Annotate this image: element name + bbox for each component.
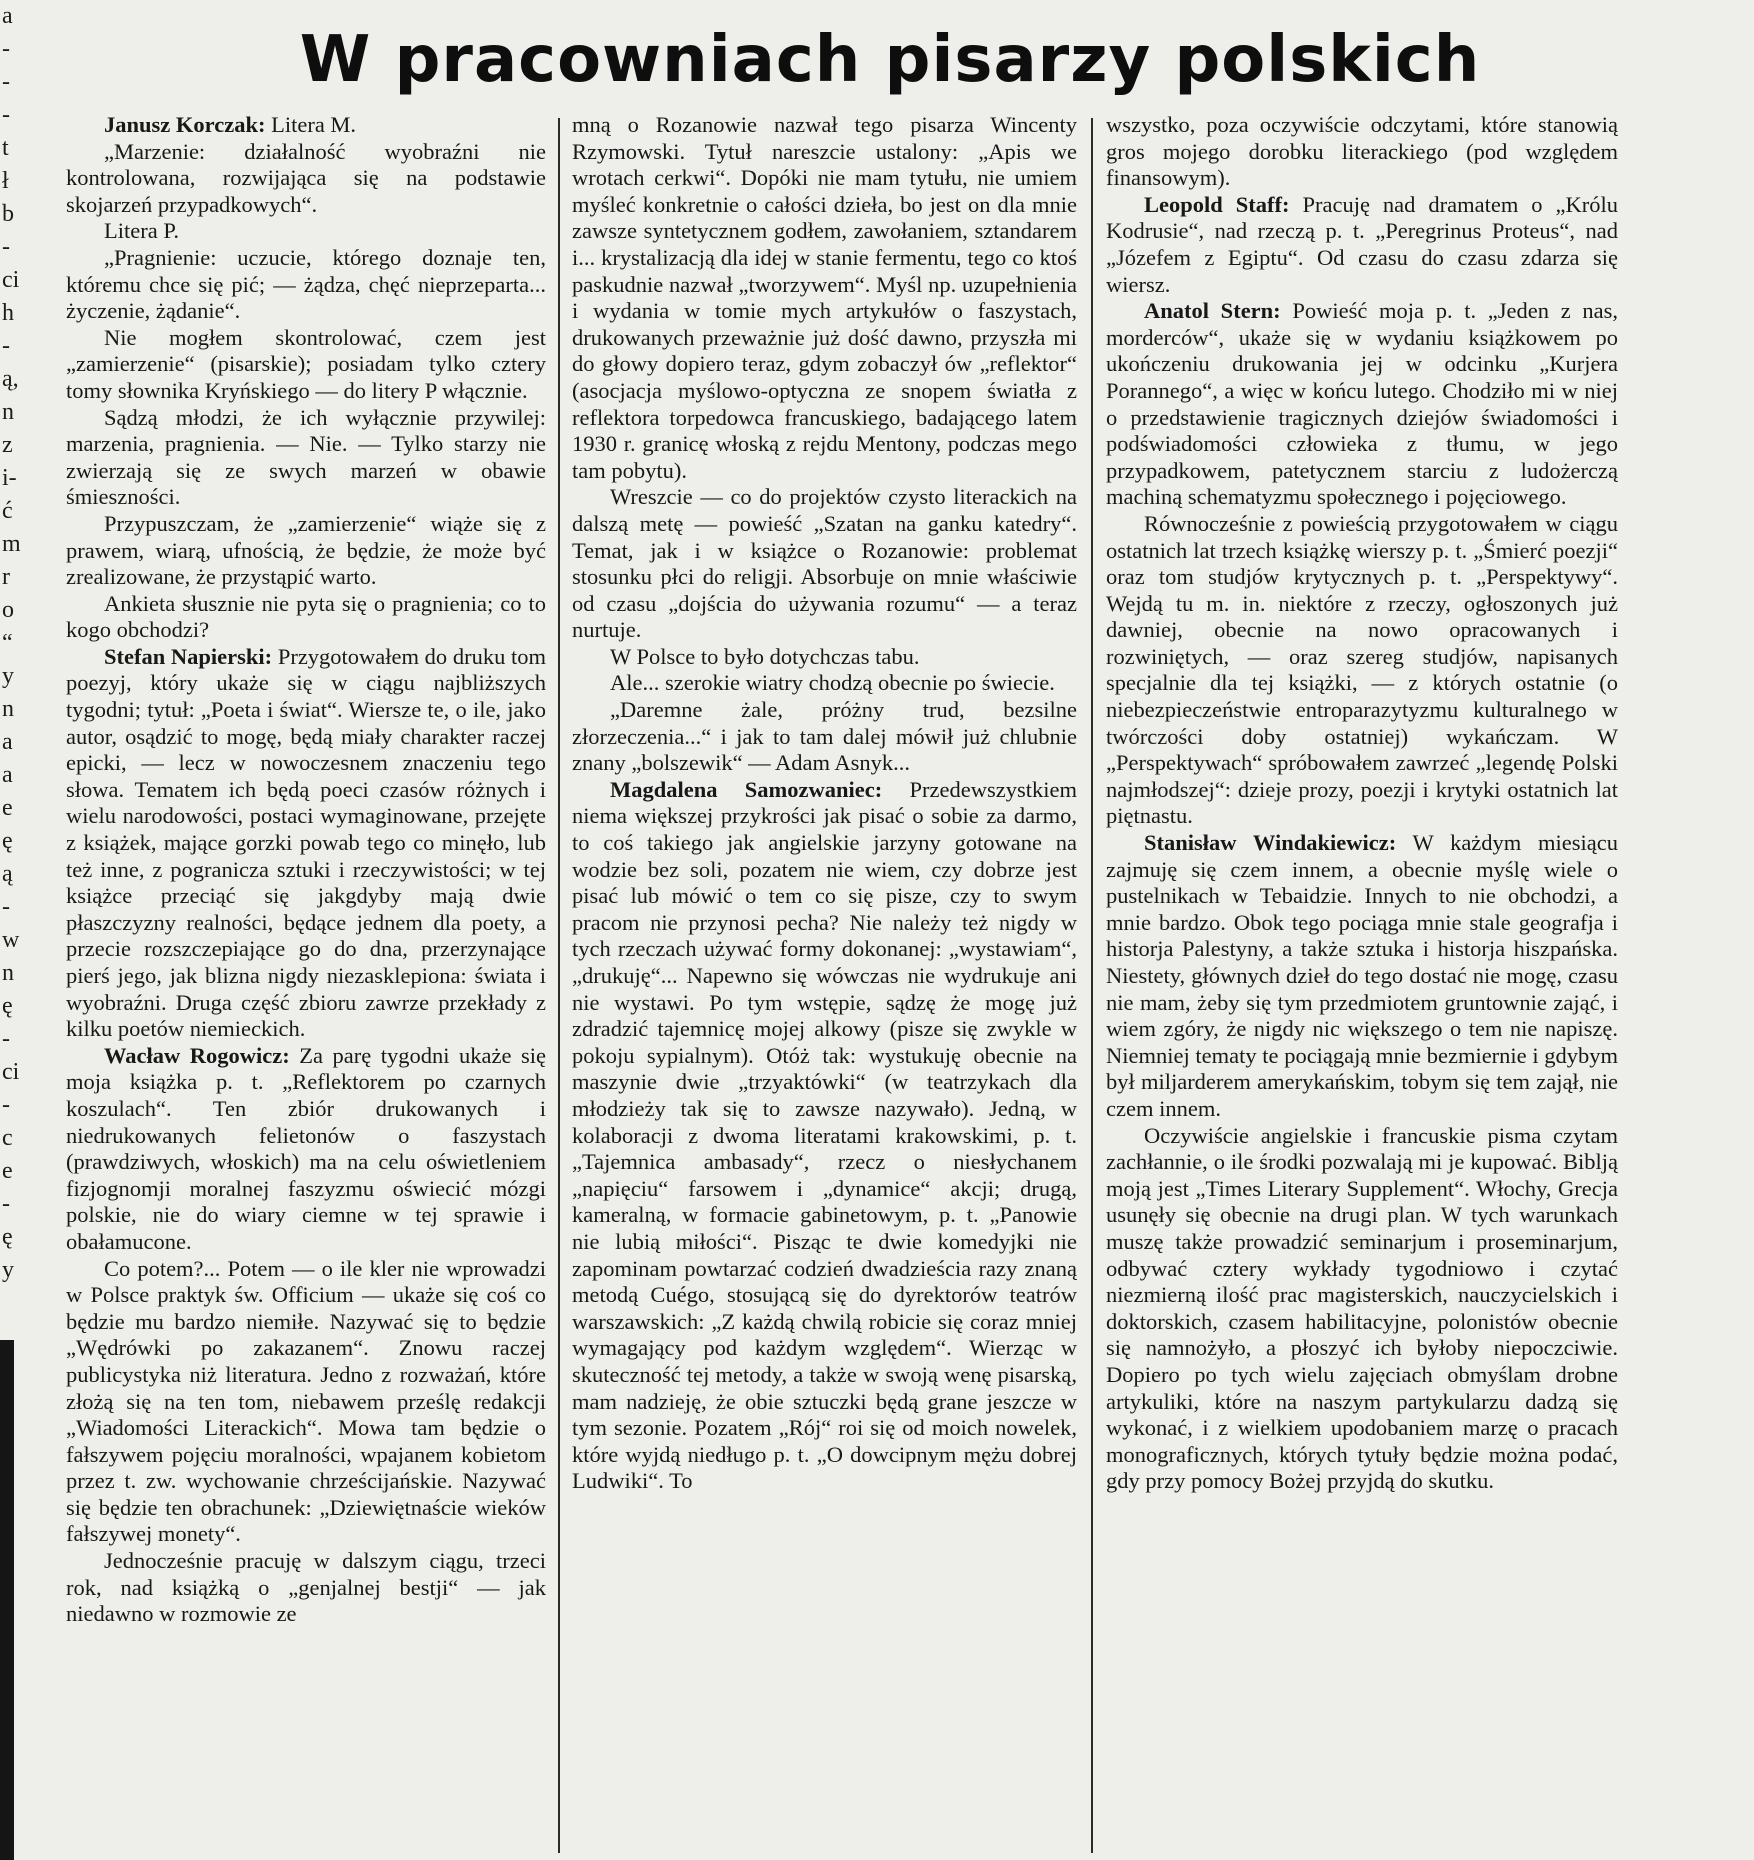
paragraph: [1106, 112, 1618, 192]
paragraph: [66, 218, 546, 245]
author-entry: [66, 112, 546, 139]
margin-letter: ł: [2, 168, 9, 194]
paragraph-text: „Pragnienie: uczucie, którego doznaje ten, któremu chce się pić; — żądza, chęć nieprzeparta... życzenie, żądanie“.: [66, 244, 546, 324]
margin-letter: t: [2, 135, 9, 161]
paragraph-text: Ankieta słusznie nie pyta się o pragnienia; co to kogo obchodzi?: [66, 590, 546, 643]
author-entry: [1106, 298, 1618, 511]
margin-letter: e: [2, 1158, 13, 1184]
margin-letter: -: [2, 894, 10, 920]
author-entry: [1106, 192, 1618, 298]
paragraph: [66, 139, 546, 219]
margin-letter: -: [2, 36, 10, 62]
margin-letter: ć: [2, 498, 13, 524]
margin-letter: -: [2, 1026, 10, 1052]
margin-letter: n: [2, 696, 14, 722]
margin-letter: ci: [2, 1059, 20, 1085]
margin-letter: -: [2, 102, 10, 128]
column-divider: [558, 118, 560, 1853]
margin-letter: -: [2, 69, 10, 95]
margin-letter: a: [2, 3, 13, 29]
margin-letter: z: [2, 432, 13, 458]
paragraph: [66, 511, 546, 591]
paragraph: [572, 112, 1077, 484]
author-name: Anatol Stern:: [1144, 298, 1281, 324]
paragraph-text: Pracuję nad dramatem o „Królu Kodrusie“, nad rzeczą p. t. „Peregrinus Proteus“, nad „Józefem z Egiptu“. Od czasu do czasu zdarza się wiersz.: [1106, 191, 1618, 297]
margin-letter: y: [2, 663, 14, 689]
margin-letter: e: [2, 795, 13, 821]
article-column-1: [66, 112, 546, 1857]
paragraph-text: Przedewszystkiem niema większej przykrości jak pisać o sobie za darmo, to coś takiego jak angielskie jarzyny gotowane na wodzie bez soli, pozatem nie wiem, czy dobrze jest pisać lub mówić o tem co się pisze, czy to swym pracom nie przynosi pecha? Nie należy też nigdy w tych rzeczach używać formy dokonanej: „wystawiam“, „drukuję“... Napewno się wówczas nie wydrukuje ani nie wystawi. Po tym wstępie, sądzę że mogę już zdradzić tajemnicę mojej alkowy (pisze się zwykle w pokoju sypialnym). Otóż tak: wystukuję obecnie na maszynie dwie „trzyaktówki“ (w teatrzykach dla młodzieży tak się to zawsze nazywało). Jedną, w kolaboracji z dwoma literatami krakowskimi, p. t. „Tajemnica ambasady“, rzecz o niesłychanem „napięciu“ farsowem i „dynamice“ akcji; drugą, kameralną, w formacie gabinetowym, p. t. „Panowie nie lubią miłości“. Pisząc te dwie komedyjki nie zapominam powtarzać codzień dwadzieścia razy znaną metodą Cuégo, stosującą się do dyrektorów teatrów warszawskich: „Z każdą chwilą robicie się coraz mniej wymagający pod każdym względem“. Wierząc w skuteczność tej metody, a także w swoją wenę pisarską, mam nadzieję, że obie sztuczki będą grane jeszcze w tym sezonie. Pozatem „Rój“ roi się od moich nowelek, które wyjdą niedługo p. t. „O dowcipnym mężu dobrej Ludwiki“. To: [572, 776, 1077, 1494]
author-name: Magdalena Samozwaniec:: [610, 776, 883, 802]
margin-letter: i-: [2, 465, 17, 491]
paragraph-text: mną o Rozanowie nazwał tego pisarza Wincenty Rzymowski. Tytuł nareszcie ustalony: „Apis we wrotach cerkwi“. Dopóki nie mam tytułu, nie umiem myśleć konkretnie o całości dzieła, bo jest on dla mnie zawsze syntetycznem godłem, zawołaniem, sztandarem i... krystalizacją dla idej w stanie fermentu, tego co ktoś paskudnie nazwał „tworzywem“. Myśl np. uzupełnienia i wydania w tomie mych artykułów o faszystach, drukowanych przeważnie już dość dawno, przyszła mi do głowy dopiero teraz, gdym zobaczył ów „reflektor“ (asocjacja myślowo-optyczna ze snopem światła z reflektora torpedowca francuskiego, badającego latem 1930 r. granicę włoską z rejdu Mentony, podczas mego tam pobytu).: [572, 112, 1077, 483]
margin-letter: m: [2, 531, 21, 557]
author-entry: [66, 644, 546, 1043]
paragraph: [66, 1548, 546, 1628]
paragraph-text: Litera M.: [265, 112, 357, 137]
margin-letter: c: [2, 1125, 13, 1151]
paragraph: [572, 697, 1077, 777]
author-name: Stanisław Windakiewicz:: [1144, 830, 1397, 856]
paragraph: [66, 591, 546, 644]
margin-letter: ci: [2, 267, 20, 293]
margin-letter: ą: [2, 861, 13, 887]
paragraph-text: wszystko, poza oczywiście odczytami, które stanowią gros mojego dorobku literackiego (pod względem finansowym).: [1106, 112, 1618, 191]
margin-letter: -: [2, 234, 10, 260]
paragraph-text: Równocześnie z powieścią przygotowałem w ciągu ostatnich lat trzech książkę wierszy p. t. „Śmierć poezji“ oraz tom studjów krytycznych p. t. „Perspektywy“. Wejdą tu m. in. niektóre z rzeczy, ogłoszonych już dawniej, obecnie na nowo opracowanych i rozwiniętych, — oraz szereg studjów, napisanych specjalnie dla tej książki, — z których ostatnie (o niebezpieczeństwie entroparazytyzmu kulturalnego w twórczości doby ostatniej) wykańczam. W „Perspektywach“ spróbowałem zawrzeć „legendę Polski najmłodszej“: dzieje prozy, poezji i krytyki ostatnich lat piętnastu.: [1106, 510, 1618, 829]
margin-letter: -: [2, 333, 10, 359]
margin-letter: h: [2, 300, 14, 326]
paragraph-text: Jednocześnie pracuję w dalszym ciągu, trzeci rok, nad książką o „genjalnej bestji“ — jak niedawno w rozmowie ze: [66, 1548, 546, 1627]
margin-letter: -: [2, 1191, 10, 1217]
margin-letter: w: [2, 927, 20, 953]
paragraph-text: „Daremne żale, próżny trud, bezsilne złorzeczenia...“ i jak to tam dalej mówił już chlubnie znany „bolszewik“ — Adam Asnyk...: [572, 697, 1077, 776]
margin-letter: a: [2, 729, 13, 755]
paragraph-text: Litera P.: [104, 218, 179, 244]
paragraph-text: Ale... szerokie wiatry chodzą obecnie po świecie.: [610, 670, 1055, 696]
paragraph-text: W Polsce to było dotychczas tabu.: [610, 643, 920, 669]
margin-letter: a: [2, 762, 13, 788]
margin-letter: y: [2, 1257, 14, 1283]
author-name: Janusz Korczak:: [104, 112, 266, 137]
margin-letter: ę: [2, 828, 13, 854]
author-name: Wacław Rogowicz:: [104, 1042, 290, 1068]
margin-letter: b: [2, 201, 14, 227]
margin-letter: ę: [2, 1224, 13, 1250]
left-margin-dark-strip: [0, 1340, 14, 1860]
paragraph-text: Oczywiście angielskie i francuskie pisma czytam zachłannie, o ile środki pozwalają mi je kupować. Biblją moją jest „Times Literary Supplement“. Włochy, Grecja usunęły się obecnie na drugi plan. W tych warunkach muszę także prowadzić seminarjum i proseminarjum, odbywać cztery wykłady tygodniowo i czytać niezmierną ilość prac magisterskich, nauczycielskich i doktorskich, czasem habilitacyjne, polonistów obecnie się namnożyło, a płoszyć ich byłoby niepoczciwie. Dopiero po tych wielu zajęciach obmyślam drobne artykuliki, które na naszym partykularzu dadzą się wykonać, i z wielkiem upodobaniem marzę o pracach monograficznych, których tytuły będzie można podać, gdy przy pomocy Bożej przyjdą do skutku.: [1106, 1122, 1618, 1494]
margin-letter: ą,: [2, 366, 19, 392]
margin-letter: “: [2, 630, 13, 656]
paragraph: [572, 670, 1077, 697]
paragraph-text: Sądzą młodzi, że ich wyłącznie przywilej: marzenia, pragnienia. — Nie. — Tylko starzy nie zwierzają się ze swych marzeń w obawie śmieszności.: [66, 404, 546, 510]
paragraph-text: Co potem?... Potem — o ile kler nie wprowadzi w Polsce praktyk św. Officium — ukaże się coś co będzie mu bardzo niemiłe. Nazywać się to będzie „Wędrówki po zakazanem“. Znowu raczej publicystyka niż literatura. Jedno z rozważań, które złożą się na ten tom, niebawem prześlę redakcji „Wiadomości Literackich“. Mowa tam będzie o fałszywem pojęciu moralności, wpajanem kobietom przez t. zw. wychowanie chrześcijańskie. Nazywać się będzie ten obrachunek: „Dziewiętnaście wieków fałszywej monety“.: [66, 1255, 546, 1547]
paragraph: [572, 484, 1077, 644]
paragraph-text: Powieść moja p. t. „Jeden z nas, morderców“, ukaże się w wydaniu książkowem po ukończeniu drukowania jej w odcinku „Kurjera Porannego“, a więc w końcu lutego. Chodziło mi w niej o przedstawienie tragicznych dziejów świadomości i podświadomości człowieka z tłumu, w jego przypadkowem, patetycznem starciu z ludożerczą machiną schematyzmu społecznego i pojęciowego.: [1106, 298, 1618, 510]
paragraph-text: Przypuszczam, że „zamierzenie“ wiąże się z prawem, wiarą, ufnością, że będzie, że może być zrealizowane, że przystąpić warto.: [66, 510, 546, 590]
article-column-2: [572, 112, 1077, 1857]
column-divider: [1091, 118, 1093, 1853]
paragraph-text: Nie mogłem skontrolować, czem jest „zamierzenie“ (pisarskie); posiadam tylko cztery tomy słownika Kryńskiego — do litery P włącznie.: [66, 324, 546, 403]
paragraph: [1106, 1123, 1618, 1495]
author-entry: [1106, 830, 1618, 1123]
author-entry: [66, 1043, 546, 1256]
paragraph-text: „Marzenie: działalność wyobraźni nie kontrolowana, rozwijająca się na podstawie skojarzeń przypadkowych“.: [66, 138, 546, 217]
paragraph-text: Przygotowałem do druku tom poezyj, który ukaże się w ciągu najbliższych tygodni; tytuł: „Poeta i świat“. Wiersze te, o ile, jako autor, osądzić to mogę, będą miały charakter raczej epicki, — lecz w nowoczesnem znaczeniu tego słowa. Tematem ich będą poeci czasów różnych i wielu narodowości, postaci wymaginowane, przejęte z książek, mające gorzki powab tego co minęło, lub też inne, z pogranicza sztuki i rzeczywistości; w tej książce przeciąć się jakgdyby mają dwie płaszczyzny realności, będące jednem dla poety, a przecie rozszczepiające go do dna, przerzynające pierś jego, jak blizna nigdy niezasklepiona: świata i wyobraźni. Druga część zbioru zawrze przekłady z kilku poetów niemieckich.: [66, 643, 546, 1042]
author-name: Stefan Napierski:: [104, 643, 273, 669]
author-name: Leopold Staff:: [1144, 191, 1290, 217]
paragraph-text: Wreszcie — co do projektów czysto literackich na dalszą metę — powieść „Szatan na ganku katedry“. Temat, jak i w książce o Rozanowie: problemat stosunku płci do religji. Absorbuje on mnie właściwie od czasu „dojścia do używania rozumu“ — a teraz nurtuje.: [572, 484, 1077, 643]
author-entry: [572, 777, 1077, 1495]
headline: W pracowniach pisarzy polskich: [299, 23, 1481, 97]
margin-letter: r: [2, 564, 10, 590]
margin-letter: ę: [2, 993, 13, 1019]
margin-letter: -: [2, 1092, 10, 1118]
paragraph: [66, 1256, 546, 1549]
margin-letter: n: [2, 960, 14, 986]
margin-letter: o: [2, 597, 14, 623]
paragraph: [572, 644, 1077, 671]
paragraph-text: W każdym miesiącu zajmuję się czem innem, a obecnie myślę wiele o pustelnikach w Tebaidzie. Innych to nie obchodzi, a mnie bardzo. Obok tego pociąga mnie stale geografja i historja Palestyny, a także sztuka i historja hiszpańska. Niestety, głównych dzieł do tego dostać nie mogę, czasu nie mam, żeby się tym przedmiotem gruntownie zająć, i wiem zgóry, że nigdy nic większego o tem nie napiszę. Niemniej tematy te pociągają mnie bezmiernie i gdybym był miljarderem amerykańskim, tobym się tem zajął, nie czem innem.: [1106, 830, 1618, 1121]
paragraph: [66, 405, 546, 511]
margin-letter: n: [2, 399, 14, 425]
paragraph: [66, 325, 546, 405]
paragraph: [66, 245, 546, 325]
paragraph-text: Za parę tygodni ukaże się moja książka p. t. „Reflektorem po czarnych koszulach“. Ten zbiór drukowanych i niedrukowanych felietonów o faszystach (prawdziwych, włoskich) ma na celu oświetleniem fizjognomji moralnej faszyzmu oświecić mózgi polskie, nie do wiary ciemne w tej sprawie i obałamucone.: [66, 1042, 546, 1254]
paragraph: [1106, 511, 1618, 830]
article-column-3: [1106, 112, 1618, 1857]
